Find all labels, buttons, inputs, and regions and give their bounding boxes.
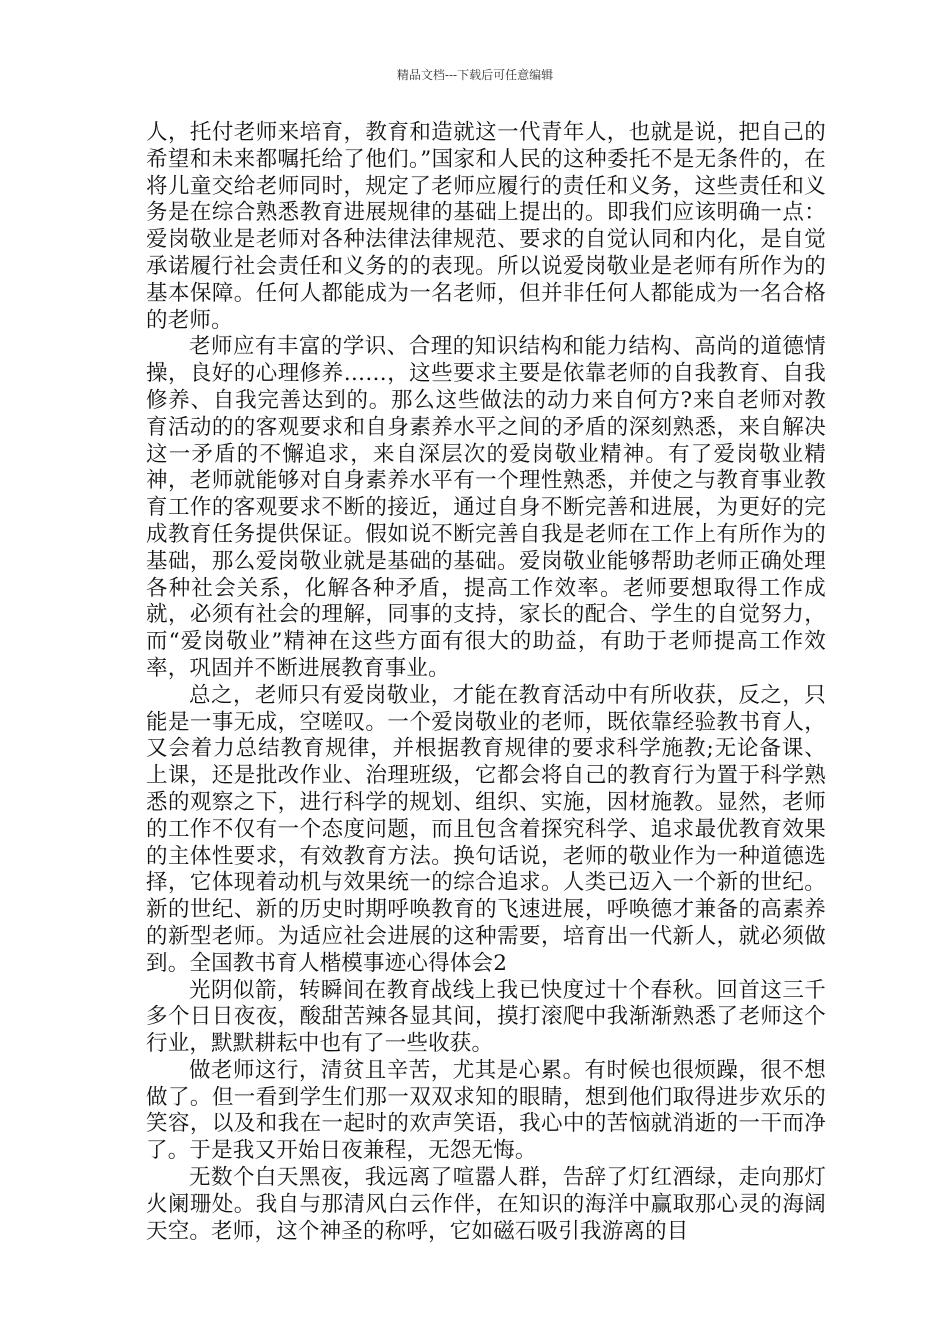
paragraph: 无数个白天黑夜，我远离了喧嚣人群，告辞了灯红酒绿，走向那灯火阑珊处。我自与那清风白云作伴，在知识的海洋中赢取那心灵的海阔天空。老师，这个神圣的称呼，它如磁石吸引我游离的目 [146,1165,826,1244]
page-header: 精品文档---下载后可任意编辑 [396,68,554,82]
paragraph: 老师应有丰富的学识、合理的知识结构和能力结构、高尚的道德情操，良好的心理修养……，这些要求主要是依靠老师的自我教育、自我修养、自我完善达到的。那么这些做法的动力来自何方?来自老师对教育活动的的客观要求和自身素养水平之间的矛盾的深刻熟悉，来自解决这一矛盾的不懈追求，来自深层次的爱岗敬业精神。有了爱岗敬业精神，老师就能够对自身素养水平有一个理性熟悉，并使之与教育事业教育工作的客观要求不断的接近，通过自身不断完善和进展，为更好的完成教育任务提供保证。假如说不断完善自我是老师在工作上有所作为的基础，那么爱岗敬业就是基础的基础。爱岗敬业能够帮助老师正确处理各种社会关系，化解各种矛盾，提高工作效率。老师要想取得工作成就，必须有社会的理解，同事的支持，家长的配合、学生的自觉努力，而“爱岗敬业”精神在这些方面有很大的助益，有助于老师提高工作效率，巩固并不断进展教育事业。 [146,334,826,681]
paragraph: 人，托付老师来培育，教育和造就这一代青年人，也就是说，把自己的希望和未来都嘱托给了他们。”国家和人民的这种委托不是无条件的，在将儿童交给老师同时，规定了老师应履行的责任和义务，这些责任和义务是在综合熟悉教育进展规律的基础上提出的。即我们应该明确一点：爱岗敬业是老师对各种法律法律规范、要求的自觉认同和内化，是自觉承诺履行社会责任和义务的的表现。所以说爱岗敬业是老师有所作为的基本保障。任何人都能成为一名老师，但并非任何人都能成为一名合格的老师。 [146,120,826,333]
paragraph: 光阴似箭，转瞬间在教育战线上我已快度过十个春秋。回首这三千多个日日夜夜，酸甜苦辣各显其间，摸打滚爬中我渐渐熟悉了老师这个行业，默默耕耘中也有了一些收获。 [146,977,826,1057]
paragraph: 做老师这行，清贫且辛苦，尤其是心累。有时候也很烦躁，很不想做了。但一看到学生们那一双双求知的眼睛，想到他们取得进步欢乐的笑容，以及和我在一起时的欢声笑语，我心中的苦恼就消逝的一干而净了。于是我又开始日夜兼程，无怨无悔。 [146,1057,826,1164]
paragraph: 总之，老师只有爱岗敬业，才能在教育活动中有所收获，反之，只能是一事无成，空嗟叹。一个爱岗敬业的老师，既依靠经验教书育人，又会着力总结教育规律，并根据教育规律的要求科学施教;无论备课、上课，还是批改作业、治理班级，它都会将自己的教育行为置于科学熟悉的观察之下，进行科学的规划、组织、实施，因材施教。显然，老师的工作不仅有一个态度问题，而且包含着探究科学、追求最优教育效果的主体性要求，有效教育方法。换句话说，老师的敬业作为一种道德选择，它体现着动机与效果统一的综合追求。人类已迈入一个新的世纪。新的世纪、新的历史时期呼唤教育的飞速进展，呼唤德才兼备的高素养的新型老师。为适应社会进展的这种需要，培育出一代新人，就必须做到。全国教书育人楷模事迹心得体会2 [146,682,826,976]
document-body [146,120,826,1245]
